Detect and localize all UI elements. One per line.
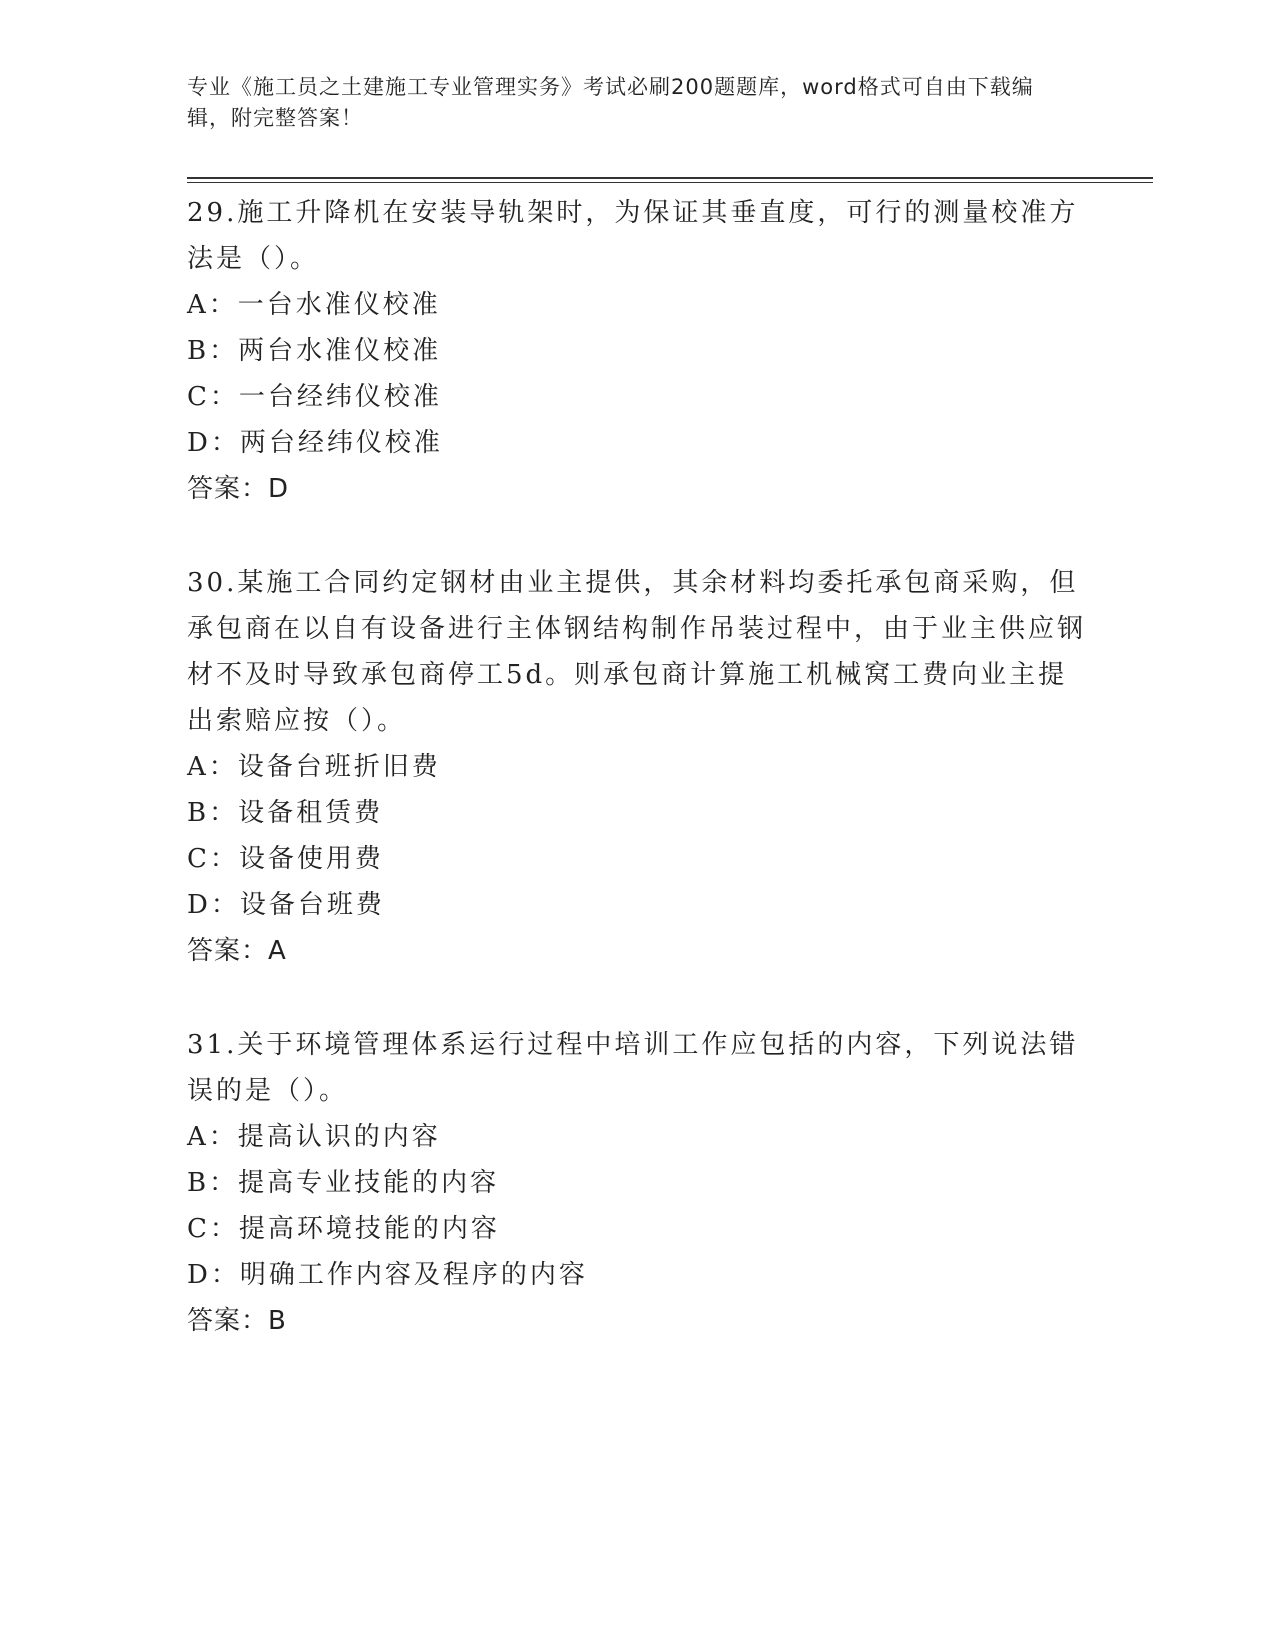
option-b: B：设备租赁费 bbox=[187, 798, 384, 828]
option-b: B：两台水准仪校准 bbox=[187, 336, 442, 366]
question-31 bbox=[187, 1022, 1087, 1344]
option-c: C：设备使用费 bbox=[187, 844, 384, 874]
header-rule-thin bbox=[187, 182, 1153, 183]
question-29 bbox=[187, 190, 1087, 512]
option-c: C：提高环境技能的内容 bbox=[187, 1214, 500, 1244]
option-a: A：提高认识的内容 bbox=[187, 1122, 441, 1152]
answer: 答案：A bbox=[187, 936, 287, 966]
option-a: A：一台水准仪校准 bbox=[187, 290, 441, 320]
question-stem: 30.某施工合同约定钢材由业主提供，其余材料均委托承包商采购，但承包商在以自有设备进行主体钢结构制作吊装过程中，由于业主供应钢材不及时导致承包商停工5d。则承包商计算施工机械窝工费向业主提出索赔应按（）。 bbox=[187, 568, 1087, 736]
option-a: A：设备台班折旧费 bbox=[187, 752, 441, 782]
answer: 答案：B bbox=[187, 1306, 287, 1336]
answer: 答案：D bbox=[187, 474, 290, 504]
document-header: 专业《施工员之土建施工专业管理实务》考试必刷200题题库，word格式可自由下载编辑，附完整答案！ bbox=[187, 75, 1034, 130]
option-d: D：设备台班费 bbox=[187, 890, 385, 920]
question-stem: 29.施工升降机在安装导轨架时，为保证其垂直度，可行的测量校准方法是（）。 bbox=[187, 198, 1079, 274]
question-list bbox=[187, 190, 1087, 1392]
option-b: B：提高专业技能的内容 bbox=[187, 1168, 500, 1198]
question-30 bbox=[187, 560, 1087, 974]
option-d: D：明确工作内容及程序的内容 bbox=[187, 1260, 588, 1290]
option-d: D：两台经纬仪校准 bbox=[187, 428, 443, 458]
header-rule-thick bbox=[187, 177, 1153, 179]
question-stem: 31.关于环境管理体系运行过程中培训工作应包括的内容，下列说法错误的是（）。 bbox=[187, 1030, 1079, 1106]
option-c: C：一台经纬仪校准 bbox=[187, 382, 442, 412]
